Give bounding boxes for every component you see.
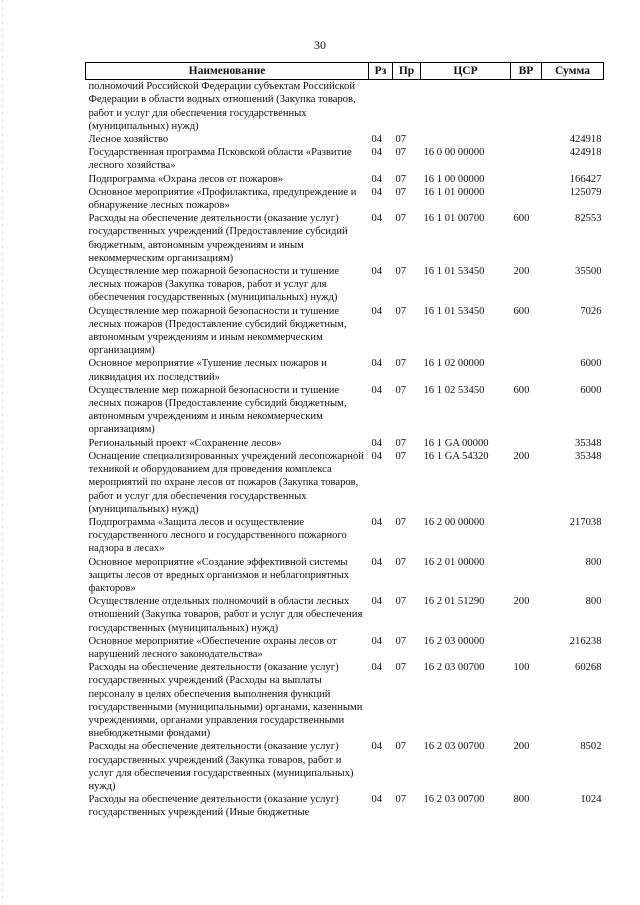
table-row	[86, 635, 604, 661]
page-number: 30	[314, 38, 326, 52]
cell-name: Оснащение специализированных учреждений лесопожарной техникой и оборудованием для проведения комплекса мероприятий по охране лесов от пожаров (Закупка товаров, работ и услуг для обеспечения государственных (муниципальных) нужд)	[88, 450, 364, 515]
cell-vr	[511, 635, 542, 661]
cell-pr: 07	[395, 596, 407, 608]
cell-pr: 07	[395, 186, 407, 198]
table-row	[86, 437, 604, 450]
cell-sum: 800	[585, 596, 602, 608]
table-row	[86, 661, 604, 740]
cell-name: Основное мероприятие «Тушение лесных пожаров и ликвидация их последствий»	[88, 358, 327, 383]
table-body	[86, 80, 604, 820]
cell-csr: 16 2 03 00700	[423, 662, 485, 674]
cell-rz: 04	[371, 358, 383, 370]
table-row	[86, 133, 604, 146]
cell-sum: 7026	[580, 305, 602, 317]
cell-rz: 04	[371, 556, 383, 568]
cell-vr: 600	[513, 384, 530, 396]
cell-name: Осуществление мер пожарной безопасности и тушение лесных пожаров (Предоставление субсидий бюджетным, автономным учреждениям и иным некоммерческим организациям)	[88, 305, 347, 357]
cell-csr: 16 0 00 00000	[423, 147, 485, 159]
cell-csr: 16 1 01 53450	[423, 266, 485, 278]
cell-vr	[511, 146, 542, 172]
table-row	[86, 265, 604, 305]
cell-vr	[511, 357, 542, 383]
cell-sum: 424918	[569, 147, 602, 159]
cell-csr: 16 1 GA 54320	[423, 450, 489, 462]
cell-name: Основное мероприятие «Обеспечение охраны лесов от нарушений лесного законодательства»	[88, 635, 337, 660]
cell-pr	[393, 80, 421, 133]
cell-rz: 04	[371, 635, 383, 647]
cell-csr: 16 1 01 00700	[423, 213, 485, 225]
cell-sum: 8502	[580, 741, 602, 753]
cell-csr: 16 2 03 00700	[423, 794, 485, 806]
cell-csr: 16 2 01 51290	[423, 596, 485, 608]
cell-vr	[511, 556, 542, 596]
cell-name: Основное мероприятие «Создание эффективной системы защиты лесов от вредных организмов и неблагоприятных факторов»	[88, 556, 349, 594]
cell-name: Лесное хозяйство	[88, 134, 169, 146]
header-sum: Сумма	[542, 63, 604, 80]
cell-vr	[511, 516, 542, 556]
cell-pr: 07	[395, 437, 407, 449]
cell-vr	[511, 80, 542, 133]
cell-rz: 04	[371, 516, 383, 528]
table-row	[86, 146, 604, 172]
cell-rz: 04	[371, 266, 383, 278]
cell-pr: 07	[395, 794, 407, 806]
cell-vr: 200	[513, 596, 530, 608]
table-header	[86, 63, 604, 80]
cell-csr: 16 1 02 53450	[423, 384, 485, 396]
cell-vr: 100	[513, 662, 530, 674]
cell-rz: 04	[371, 794, 383, 806]
cell-name: Осуществление отдельных полномочий в области лесных отношений (Закупка товаров, работ и услуг для обеспечения государственных (муниципальных) нужд)	[88, 596, 363, 634]
cell-sum: 60268	[575, 662, 602, 674]
cell-vr: 200	[513, 450, 530, 462]
table-row	[86, 516, 604, 556]
cell-rz: 04	[371, 134, 383, 146]
cell-pr: 07	[395, 384, 407, 396]
cell-pr: 07	[395, 134, 407, 146]
table-row	[86, 450, 604, 516]
cell-vr: 800	[513, 794, 530, 806]
scan-edge-marks	[2, 0, 3, 905]
cell-pr: 07	[395, 741, 407, 753]
cell-pr: 07	[395, 662, 407, 674]
cell-name: Расходы на обеспечение деятельности (оказание услуг) государственных учреждений (Иные бюджетные	[88, 794, 339, 819]
cell-sum: 6000	[580, 384, 602, 396]
header-pr: Пр	[393, 63, 421, 80]
table-row	[86, 384, 604, 437]
cell-sum: 216238	[569, 635, 602, 647]
cell-sum: 800	[585, 556, 602, 568]
table-row	[86, 595, 604, 635]
cell-name: Подпрограмма «Охрана лесов от пожаров»	[88, 173, 284, 185]
table-row	[86, 212, 604, 265]
header-csr: ЦСР	[421, 63, 511, 80]
cell-csr: 16 1 02 00000	[423, 358, 485, 370]
table-row	[86, 173, 604, 186]
cell-rz: 04	[371, 450, 383, 462]
cell-sum: 35500	[575, 266, 602, 278]
cell-pr: 07	[395, 450, 407, 462]
table-row	[86, 793, 604, 819]
cell-csr: 16 2 03 00700	[423, 741, 485, 753]
table-row	[86, 305, 604, 358]
cell-csr: 16 1 01 00000	[423, 186, 485, 198]
cell-rz: 04	[371, 741, 383, 753]
cell-rz	[369, 80, 393, 133]
cell-vr	[511, 437, 542, 450]
cell-sum	[542, 80, 604, 133]
cell-name: Государственная программа Псковской области «Развитие лесного хозяйства»	[88, 147, 352, 172]
table-row	[86, 740, 604, 793]
cell-sum: 6000	[580, 358, 602, 370]
cell-csr: 16 2 01 00000	[423, 556, 485, 568]
cell-pr: 07	[395, 516, 407, 528]
cell-pr: 07	[395, 266, 407, 278]
cell-rz: 04	[371, 186, 383, 198]
cell-vr: 600	[513, 213, 530, 225]
cell-csr: 16 1 GA 00000	[423, 437, 489, 449]
cell-rz: 04	[371, 384, 383, 396]
cell-name: Подпрограмма «Защита лесов и осуществление государственного лесного и государственного пожарного надзора в лесах»	[88, 516, 347, 555]
cell-pr: 07	[395, 147, 407, 159]
cell-rz: 04	[371, 596, 383, 608]
cell-sum: 82553	[575, 213, 602, 225]
table-row	[86, 556, 604, 596]
table-row	[86, 357, 604, 383]
cell-name: Основное мероприятие «Профилактика, предупреждение и обнаружение лесных пожаров»	[88, 186, 357, 212]
cell-name: Расходы на обеспечение деятельности (оказание услуг) государственных учреждений (Закупка товаров, работ и услуг для обеспечения государственных (муниципальных) нужд)	[88, 741, 354, 792]
table-row	[86, 186, 604, 212]
cell-pr: 07	[395, 173, 407, 185]
cell-name: Расходы на обеспечение деятельности (оказание услуг) государственных учреждений (Расходы на выплаты персоналу в целях обеспечения выполнения функций государственными (муниципальными) органами, казенными учреждениями, органами управления государственными внебюджетными фондами)	[88, 662, 363, 740]
cell-rz: 04	[371, 213, 383, 225]
header-name: Наименование	[86, 63, 369, 80]
cell-pr: 07	[395, 358, 407, 370]
cell-sum: 125079	[569, 186, 602, 198]
cell-name: полномочий Российской Федерации субъектам Российской Федерации в области водных отношений (Закупка товаров, работ и услуг для обеспечения государственных (муниципальных) нужд)	[88, 81, 356, 132]
cell-vr	[511, 173, 542, 186]
header-vr: ВР	[511, 63, 542, 80]
cell-name: Расходы на обеспечение деятельности (оказание услуг) государственных учреждений (Предоставление субсидий бюджетным, автономным учреждениям и иным некоммерческим организациям)	[88, 213, 348, 264]
cell-rz: 04	[371, 662, 383, 674]
cell-name: Осуществление мер пожарной безопасности и тушение лесных пожаров (Предоставление субсидий бюджетным, автономным учреждениям и иным некоммерческим организациям)	[88, 384, 347, 436]
cell-sum: 1024	[580, 794, 602, 806]
budget-table	[85, 62, 604, 820]
cell-pr: 07	[395, 305, 407, 317]
cell-rz: 04	[371, 147, 383, 159]
cell-vr: 200	[513, 741, 530, 753]
cell-csr: 16 1 00 00000	[423, 173, 485, 185]
cell-pr: 07	[395, 635, 407, 647]
cell-vr	[511, 186, 542, 212]
cell-sum: 35348	[575, 450, 602, 462]
cell-sum: 35348	[575, 437, 602, 449]
cell-csr: 16 2 00 00000	[423, 516, 485, 528]
cell-sum: 166427	[569, 173, 602, 185]
cell-sum: 217038	[569, 516, 602, 528]
cell-csr	[421, 133, 511, 146]
cell-vr: 200	[513, 266, 530, 278]
cell-csr	[421, 80, 511, 133]
cell-rz: 04	[371, 437, 383, 449]
header-rz: Рз	[369, 63, 393, 80]
cell-name: Региональный проект «Сохранение лесов»	[88, 437, 282, 449]
cell-rz: 04	[371, 305, 383, 317]
cell-pr: 07	[395, 213, 407, 225]
cell-sum: 424918	[569, 134, 602, 146]
cell-csr: 16 2 03 00000	[423, 635, 485, 647]
cell-rz: 04	[371, 173, 383, 185]
table-row	[86, 80, 604, 133]
cell-vr: 600	[513, 305, 530, 317]
cell-vr	[511, 133, 542, 146]
cell-pr: 07	[395, 556, 407, 568]
cell-csr: 16 1 01 53450	[423, 305, 485, 317]
cell-name: Осуществление мер пожарной безопасности и тушение лесных пожаров (Закупка товаров, работ и услуг для обеспечения государственных (муниципальных) нужд)	[88, 266, 340, 304]
